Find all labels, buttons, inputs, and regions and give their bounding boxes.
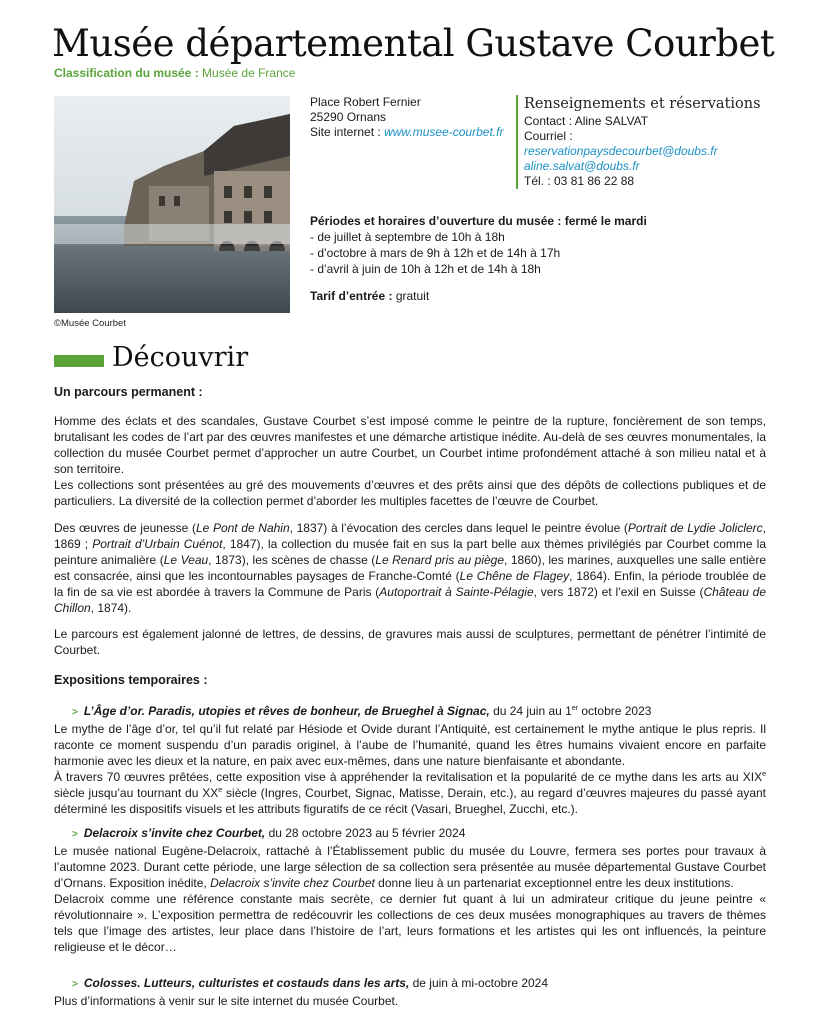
- website-link[interactable]: www.musee-courbet.fr: [384, 125, 504, 139]
- expo-title-line: [54, 703, 766, 721]
- text-run: siècle (Ingres, Courbet, Signac, Matisse, Derain, etc.), au regard d’œuvres majeures du passé ayant déterminé les dispositifs visuels et les attributs figuratifs de ce récit (Vasari, Brueghel, Zucchi, etc.).: [54, 786, 767, 816]
- section-accent-bar: [54, 355, 104, 367]
- superscript: e: [762, 771, 766, 778]
- phone-number: Tél. : 03 81 86 22 88: [524, 174, 635, 188]
- museum-photo-illustration: [54, 96, 290, 313]
- hours-line: - d’octobre à mars de 9h à 12h et de 14h à 17h: [310, 246, 561, 260]
- artwork-title: Portrait de Lydie Joliclerc: [627, 521, 763, 535]
- website-line: [310, 125, 503, 140]
- tarif-label: Tarif d’entrée :: [310, 289, 393, 303]
- text-run: , 1860), les marines, auxquelles une salle entière est consacrée, ainsi que les incontournables paysages de Franche-Comté (: [54, 553, 767, 583]
- hours-heading: Périodes et horaires d’ouverture du musée : fermé le mardi: [310, 214, 647, 228]
- paragraph: Le mythe de l’âge d’or, tel qu’il fut relaté par Hésiode et Ovide durant l’Antiquité, est certainement le mythe antique le plus repris. Il raconte ce moment suspendu d’un paradis originel, à l’aube de l’humanité, quand les êtres humains vivaient encore en parfaite harmonie avec les dieux et la nature, en paix avec eux-mêmes, dans une nature bienfaisante et abondante.: [54, 722, 766, 768]
- parcours-works: [54, 520, 766, 616]
- expo-title-line: [54, 825, 766, 843]
- expo-title: Colosses. Lutteurs, culturistes et costauds dans les arts,: [83, 976, 410, 990]
- text-run: , 1837) à l’évocation des cercles dans lequel le peintre évolue (: [289, 521, 628, 535]
- museum-classification: [54, 66, 295, 80]
- chevron-right-icon: >: [72, 979, 78, 990]
- paragraph: [54, 520, 766, 616]
- classification-label: Classification du musée :: [54, 66, 199, 80]
- chevron-right-icon: >: [72, 829, 78, 840]
- email-link-reservation[interactable]: reservationpaysdecourbet@doubs.fr: [524, 144, 718, 158]
- paragraph: Delacroix comme une référence constante mais secrète, ce dernier fut quant à lui un admirateur critique du jeune peintre « révolutionnaire ». L’exposition permettra de redécouvrir les collections de ces deux musées monographiques au travers de thèmes tels que l’image des artistes, leur place dans l’histoire de l’art, leurs formations et les artistes qui les ont influencés, la peinture religieuse et le décor…: [54, 892, 766, 954]
- section-title-decouvrir: Découvrir: [112, 342, 249, 373]
- text-run: , vers 1872) et l’exil en Suisse (: [533, 585, 704, 599]
- page-title: Musée départemental Gustave Courbet: [52, 22, 775, 65]
- text-run: Le musée national Eugène-Delacroix, rattaché à l’Établissement public du musée du Louvre, fermera ses portes pour travaux à l’automne 2023. Durant cette période, une large sélection de sa collection sera présentée au musée départemental Gustave Courbet d’Ornans. Exposition inédite,: [54, 844, 766, 890]
- chevron-right-icon: >: [72, 707, 78, 718]
- opening-hours: [310, 213, 647, 277]
- text-run: , 1864). Enfin, la période troublée de la fin de sa vie est abordée à travers la Commune de Paris (: [54, 569, 766, 599]
- website-label: Site internet :: [310, 125, 381, 139]
- paragraph: Le parcours est également jalonné de lettres, de dessins, de gravures mais aussi de sculptures, permettant de pénétrer l’intimité de Courbet.: [54, 627, 766, 657]
- text-run: , 1873), les scènes de chasse (: [208, 553, 376, 567]
- artwork-title: Le Renard pris au piège: [375, 553, 505, 567]
- parcours-closing: [54, 626, 766, 658]
- expo-title-inline: Delacroix s’invite chez Courbet: [210, 876, 375, 890]
- address-city: 25290 Ornans: [310, 110, 387, 124]
- superscript: er: [571, 705, 579, 712]
- classification-value: Musée de France: [202, 66, 296, 80]
- hours-line: - de juillet à septembre de 10h à 18h: [310, 230, 505, 244]
- tarif-value: gratuit: [395, 289, 430, 303]
- superscript: e: [218, 787, 223, 794]
- text-run: donne lieu à un partenariat exceptionnel entre les deux institutions.: [374, 876, 734, 890]
- expo-title: Delacroix s’invite chez Courbet,: [83, 826, 266, 840]
- text-run: , 1869 ;: [54, 521, 766, 551]
- artwork-title: Le Veau: [163, 553, 209, 567]
- expo-item: [54, 975, 766, 1009]
- expo-dates: du 28 octobre 2023 au 5 février 2024: [265, 826, 466, 840]
- expositions-heading: Expositions temporaires :: [54, 673, 208, 687]
- photo-credit: ©Musée Courbet: [54, 318, 126, 329]
- contact-block: [516, 95, 761, 189]
- address-block: [310, 95, 503, 140]
- expo-dates: du 24 juin au 1: [489, 704, 572, 718]
- expo-dates: octobre 2023: [578, 704, 652, 718]
- expo-dates: de juin à mi-octobre 2024: [409, 976, 549, 990]
- artwork-title: Portrait d’Urbain Cuénot: [92, 537, 223, 551]
- text-run: , 1847), la collection du musée fait en sus la part belle aux thèmes privilégiés par Courbet comme la peinture animalière (: [54, 537, 767, 567]
- paragraph: Homme des éclats et des scandales, Gustave Courbet s’est imposé comme le peintre de la rupture, foncièrement de son temps, brutalisant les codes de l’art par des œuvres manifestes et une démarche artistique inédite. Au-delà de ses œuvres monumentales, la collection du musée Courbet permet d’approcher un autre Courbet, un Courbet intime profondément attaché à son milieu natal et à son territoire.: [54, 414, 766, 476]
- parcours-intro: [54, 413, 766, 509]
- expo-title-line: [54, 975, 766, 993]
- artwork-title: Le Chêne de Flagey: [459, 569, 570, 583]
- expo-item: [54, 825, 766, 955]
- admission-fee: [310, 289, 429, 303]
- artwork-title: Château de Chillon: [54, 585, 766, 615]
- email-link-salvat[interactable]: aline.salvat@doubs.fr: [524, 159, 640, 173]
- text-run: Des œuvres de jeunesse (: [54, 521, 196, 535]
- text-run: , 1874).: [90, 601, 132, 615]
- contact-heading: Renseignements et réservations: [524, 96, 761, 112]
- expo-item: [54, 703, 766, 817]
- paragraph: Plus d’informations à venir sur le site internet du musée Courbet.: [54, 994, 399, 1008]
- artwork-title: Le Pont de Nahin: [195, 521, 290, 535]
- museum-photo: [54, 96, 290, 313]
- paragraph: Les collections sont présentées au gré des mouvements d’œuvres et des prêts ainsi que des dépôts de collections publiques et de particuliers. La diversité de la collection permet d’aborder les multiples facettes de l’œuvre de Courbet.: [54, 478, 766, 508]
- contact-name: Contact : Aline SALVAT: [524, 114, 649, 128]
- hours-line: - d’avril à juin de 10h à 12h et de 14h à 18h: [310, 262, 541, 276]
- expo-title: L’Âge d’or. Paradis, utopies et rêves de bonheur, de Brueghel à Signac,: [83, 704, 490, 718]
- text-run: siècle jusqu’au tournant du XX: [54, 786, 219, 800]
- email-label: Courriel :: [524, 129, 573, 143]
- text-run: À travers 70 œuvres prêtées, cette exposition vise à appréhender la revitalisation et la popularité de ce mythe dans les arts au XIX: [54, 770, 763, 784]
- paragraph: [54, 769, 766, 817]
- paragraph: [54, 843, 766, 891]
- parcours-heading: Un parcours permanent :: [54, 385, 203, 399]
- artwork-title: Autoportrait à Sainte-Pélagie: [379, 585, 534, 599]
- address-street: Place Robert Fernier: [310, 95, 421, 109]
